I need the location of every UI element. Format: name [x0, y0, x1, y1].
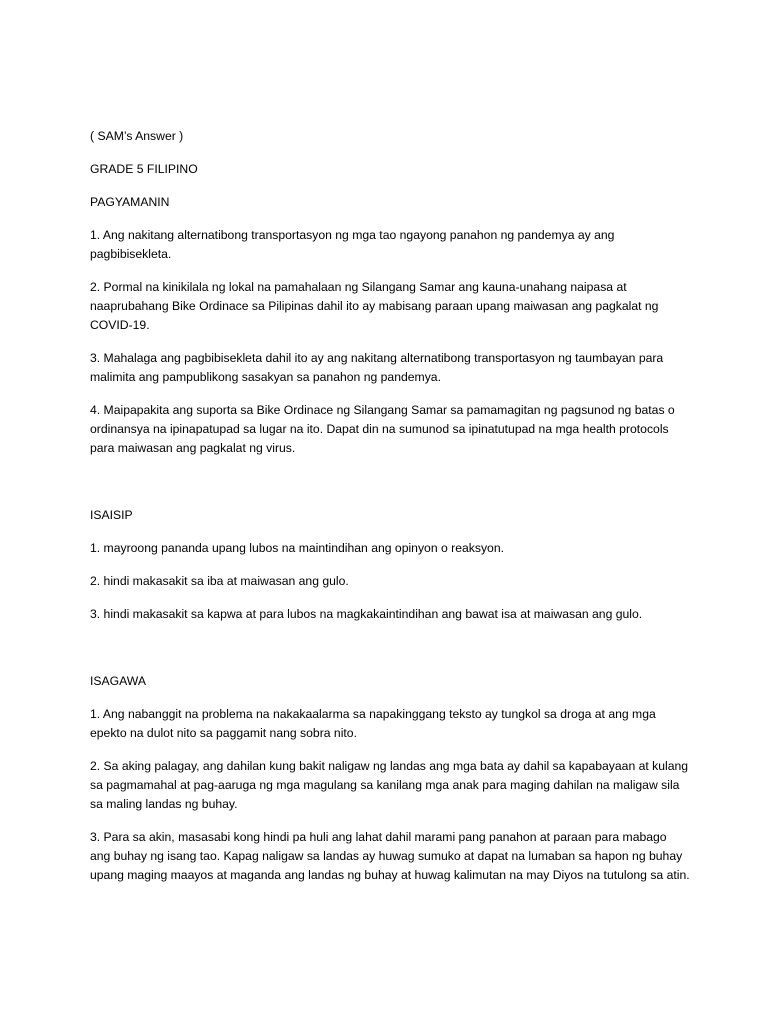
section-title-isaisip: ISAISIP [90, 508, 133, 522]
isaisip-item-3: 3. hindi makasakit sa kapwa at para lubos na magkakaintindihan ang bawat isa at maiwasan ang gulo. [90, 607, 643, 621]
pagyamanin-item-4: 4. Maipapakita ang suporta sa Bike Ordinace ng Silangang Samar sa pamamagitan ng pagsunod ng batas o ordinansya na ipinapatupad sa lugar na ito. Dapat din na sumunod sa ipinatutupad na mga health protocols para maiwasan ang pagkalat ng virus. [90, 403, 675, 455]
pagyamanin-item-3: 3. Mahalaga ang pagbibisekleta dahil ito ay ang nakitang alternatibong transportasyon ng taumbayan para malimita ang pampublikong sasakyan sa panahon ng pandemya. [90, 351, 664, 384]
isaisip-item-1: 1. mayroong pananda upang lubos na maintindihan ang opinyon o reaksyon. [90, 541, 505, 555]
section-spacer [90, 472, 690, 506]
section-spacer [90, 638, 690, 672]
isaisip-item-2: 2. hindi makasakit sa iba at maiwasan ang gulo. [90, 574, 349, 588]
pagyamanin-item-2: 2. Pormal na kinikilala ng lokal na pamahalaan ng Silangang Samar ang kauna-unahang naipasa at naaprubahang Bike Ordinace sa Pilipinas dahil ito ay mabisang paraan upang maiwasan ang pagkalat ng COVID-19. [90, 280, 659, 332]
pagyamanin-item-1: 1. Ang nakitang alternatibong transportasyon ng mga tao ngayong panahon ng pandemya ay ang pagbibisekleta. [90, 228, 615, 261]
isagawa-item-3: 3. Para sa akin, masasabi kong hindi pa huli ang lahat dahil marami pang panahon at paraan para mabago ang buhay ng isang tao. Kapag naligaw sa landas ay huwag sumuko at dapat na lumaban sa hapon ng buhay upang maging maayos at maganda ang landas ng buhay at huwag kalimutan na may Diyos na tutulong sa atin. [90, 830, 690, 882]
document-body [90, 127, 690, 899]
subject-title: GRADE 5 FILIPINO [90, 162, 198, 176]
isagawa-item-2: 2. Sa aking palagay, ang dahilan kung bakit naligaw ng landas ang mga bata ay dahil sa kapabayaan at kulang sa pagmamahal at pag-aaruga ng mga magulang sa kanilang mga anak para maging dahilan na maligaw sila sa maling landas ng buhay. [90, 759, 689, 811]
isagawa-item-1: 1. Ang nabanggit na problema na nakakaalarma sa napakinggang teksto ay tungkol sa droga at ang mga epekto na dulot nito sa paggamit nang sobra nito. [90, 707, 656, 740]
answer-header: ( SAM’s Answer ) [90, 129, 184, 143]
section-title-isagawa: ISAGAWA [90, 674, 146, 688]
section-title-pagyamanin: PAGYAMANIN [90, 195, 170, 209]
